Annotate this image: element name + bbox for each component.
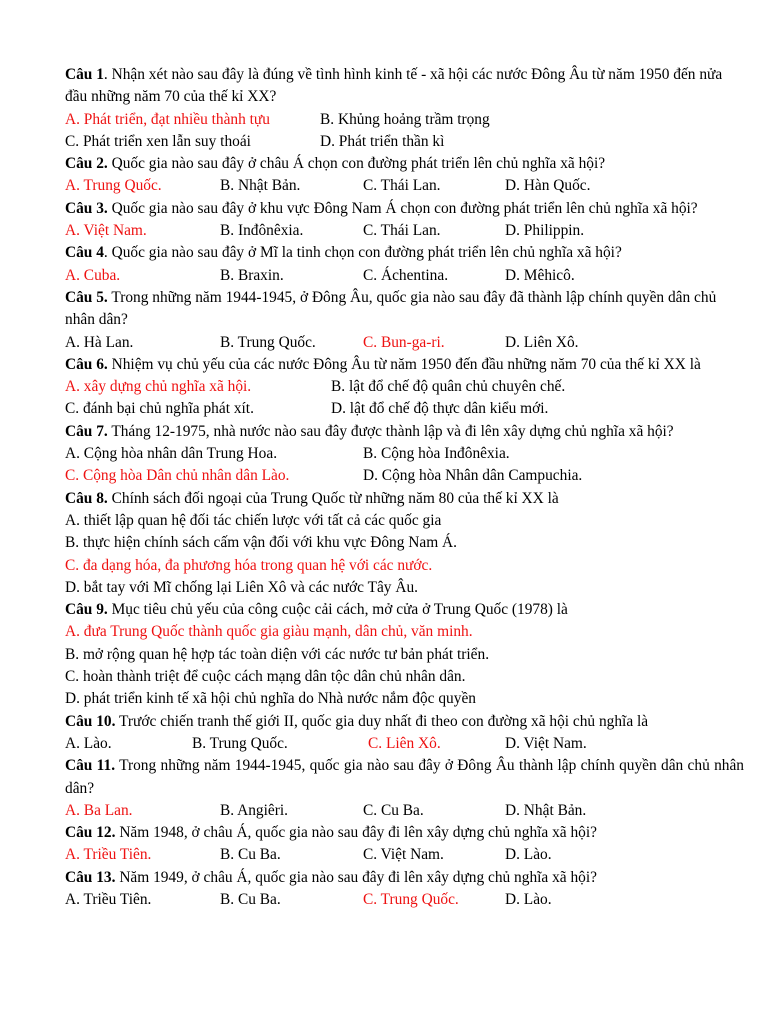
options-row xyxy=(65,175,744,197)
question-number: Câu 12. xyxy=(65,824,116,842)
options-row xyxy=(65,398,744,420)
option-4a: A. Cuba. xyxy=(65,266,121,284)
option-11d: D. Nhật Bản. xyxy=(505,801,587,819)
question-number: Câu 4 xyxy=(65,244,104,262)
option-13c: C. Trung Quốc. xyxy=(363,890,459,908)
question-11 xyxy=(65,755,744,800)
option-5a: A. Hà Lan. xyxy=(65,333,134,351)
question-5 xyxy=(65,287,744,332)
question-text: . Quốc gia nào sau đây ở Mĩ la tinh chọn con đường phát triển lên chủ nghĩa xã hội? xyxy=(103,244,622,262)
option-6a: A. xây dựng chủ nghĩa xã hội. xyxy=(65,378,252,396)
options-row xyxy=(65,733,744,755)
question-text: Mục tiêu chủ yếu của công cuộc cải cách, mở cửa ở Trung Quốc (1978) là xyxy=(107,601,568,619)
option-13d: D. Lào. xyxy=(505,890,552,908)
question-10 xyxy=(65,711,744,733)
option-9d: D. phát triển kinh tế xã hội chủ nghĩa do Nhà nước nắm độc quyền xyxy=(65,690,476,708)
option-1a: A. Phát triển, đạt nhiều thành tựu xyxy=(65,110,270,128)
option-2b: B. Nhật Bản. xyxy=(220,177,301,195)
option-2c: C. Thái Lan. xyxy=(363,177,441,195)
option-3c: C. Thái Lan. xyxy=(363,222,441,240)
option-6c: C. đánh bại chủ nghĩa phát xít. xyxy=(65,400,254,418)
options-row xyxy=(65,109,744,131)
option-9a: A. đưa Trung Quốc thành quốc gia giàu mạnh, dân chủ, văn minh. xyxy=(65,623,473,641)
option-8b: B. thực hiện chính sách cấm vận đối với khu vực Đông Nam Á. xyxy=(65,534,457,552)
question-text: Chính sách đối ngoại của Trung Quốc từ những năm 80 của thế kỉ XX là xyxy=(107,489,559,507)
options-row xyxy=(65,332,744,354)
option-2d: D. Hàn Quốc. xyxy=(505,177,591,195)
option-10c: C. Liên Xô. xyxy=(368,734,441,752)
option-10b: B. Trung Quốc. xyxy=(192,734,288,752)
options-row xyxy=(65,265,744,287)
option-12a: A. Triều Tiên. xyxy=(65,846,152,864)
question-12 xyxy=(65,822,744,844)
question-number: Câu 11. xyxy=(65,757,116,775)
question-4 xyxy=(65,242,744,264)
option-12d: D. Lào. xyxy=(505,846,552,864)
question-9 xyxy=(65,599,744,621)
question-number: Câu 5. xyxy=(65,288,108,306)
question-text: Năm 1948, ở châu Á, quốc gia nào sau đây đi lên xây dựng chủ nghĩa xã hội? xyxy=(115,824,597,842)
question-number: Câu 1 xyxy=(65,66,104,83)
question-text: Quốc gia nào sau đây ở khu vực Đông Nam Á chọn con đường phát triển lên chủ nghĩa xã hội? xyxy=(107,199,698,217)
question-number: Câu 8. xyxy=(65,489,108,507)
question-text: Nhiệm vụ chủ yếu của các nước Đông Âu từ năm 1950 đến đầu những năm 70 của thế kỉ XX là xyxy=(107,355,701,373)
question-7 xyxy=(65,421,744,443)
option-5c: C. Bun-ga-ri. xyxy=(363,333,445,351)
question-8 xyxy=(65,488,744,510)
options-row xyxy=(65,844,744,866)
option-10a: A. Lào. xyxy=(65,734,112,752)
option-5d: D. Liên Xô. xyxy=(505,333,579,351)
question-1 xyxy=(65,64,744,109)
options-row xyxy=(65,443,744,465)
option-13b: B. Cu Ba. xyxy=(220,890,281,908)
question-text: Năm 1949, ở châu Á, quốc gia nào sau đây đi lên xây dựng chủ nghĩa xã hội? xyxy=(115,868,597,886)
option-7d: D. Cộng hòa Nhân dân Campuchia. xyxy=(363,467,583,485)
question-number: Câu 2. xyxy=(65,155,108,173)
question-2 xyxy=(65,153,744,175)
options-row xyxy=(65,889,744,911)
option-8c: C. đa dạng hóa, đa phương hóa trong quan hệ với các nước. xyxy=(65,556,433,574)
question-13 xyxy=(65,867,744,889)
question-6 xyxy=(65,354,744,376)
option-4d: D. Mêhicô. xyxy=(505,266,575,284)
options-row xyxy=(65,800,744,822)
option-7c: C. Cộng hòa Dân chủ nhân dân Lào. xyxy=(65,467,290,485)
options-row xyxy=(65,376,744,398)
option-5b: B. Trung Quốc. xyxy=(220,333,316,351)
question-text: Trong những năm 1944-1945, quốc gia nào sau đây ở Đông Âu thành lập chính quyền dân chủ nhân dân? xyxy=(65,757,744,797)
option-1c: C. Phát triển xen lẫn suy thoái xyxy=(65,132,251,150)
option-6b: B. lật đổ chế độ quân chủ chuyên chế. xyxy=(331,378,566,396)
question-text: Quốc gia nào sau đây ở châu Á chọn con đường phát triển lên chủ nghĩa xã hội? xyxy=(107,155,606,173)
question-text: Tháng 12-1975, nhà nước nào sau đây được thành lập và đi lên xây dựng chủ nghĩa xã hội? xyxy=(107,422,674,440)
option-11b: B. Angiêri. xyxy=(220,801,288,819)
question-text: . Nhận xét nào sau đây là đúng về tình hình kinh tế - xã hội các nước Đông Âu từ năm 1950 đến nửa đầu những năm 70 của thế kỉ XX? xyxy=(65,66,723,106)
question-number: Câu 10. xyxy=(65,712,116,730)
option-6d: D. lật đổ chế độ thực dân kiểu mới. xyxy=(331,400,549,418)
option-3d: D. Philippin. xyxy=(505,222,585,240)
option-12c: C. Việt Nam. xyxy=(363,846,444,864)
option-8d: D. bắt tay với Mĩ chống lại Liên Xô và các nước Tây Âu. xyxy=(65,578,418,596)
option-3a: A. Việt Nam. xyxy=(65,222,147,240)
option-9b: B. mở rộng quan hệ hợp tác toàn diện với các nước tư bản phát triển. xyxy=(65,645,490,663)
options-row xyxy=(65,465,744,487)
option-8a: A. thiết lập quan hệ đối tác chiến lược với tất cả các quốc gia xyxy=(65,511,442,529)
option-4c: C. Áchentina. xyxy=(363,266,449,284)
question-number: Câu 9. xyxy=(65,601,108,619)
option-4b: B. Braxin. xyxy=(220,266,284,284)
option-10d: D. Việt Nam. xyxy=(505,734,587,752)
option-11a: A. Ba Lan. xyxy=(65,801,133,819)
question-number: Câu 6. xyxy=(65,355,108,373)
question-number: Câu 13. xyxy=(65,868,116,886)
question-number: Câu 7. xyxy=(65,422,108,440)
option-13a: A. Triều Tiên. xyxy=(65,890,152,908)
question-3 xyxy=(65,198,744,220)
question-text: Trước chiến tranh thế giới II, quốc gia duy nhất đi theo con đường xã hội chủ nghĩa là xyxy=(115,712,649,730)
option-11c: C. Cu Ba. xyxy=(363,801,424,819)
option-1b: B. Khủng hoảng trầm trọng xyxy=(320,110,490,128)
option-9c: C. hoàn thành triệt để cuộc cách mạng dân tộc dân chủ nhân dân. xyxy=(65,668,466,686)
option-7a: A. Cộng hòa nhân dân Trung Hoa. xyxy=(65,445,278,463)
option-1d: D. Phát triển thần kì xyxy=(320,132,445,150)
option-7b: B. Cộng hòa Inđônêxia. xyxy=(363,445,510,463)
question-text: Trong những năm 1944-1945, ở Đông Âu, quốc gia nào sau đây đã thành lập chính quyền dân chủ nhân dân? xyxy=(65,288,717,329)
option-3b: B. Inđônêxia. xyxy=(220,222,304,240)
options-row xyxy=(65,220,744,242)
option-2a: A. Trung Quốc. xyxy=(65,177,162,195)
option-12b: B. Cu Ba. xyxy=(220,846,281,864)
options-row xyxy=(65,131,744,153)
question-number: Câu 3. xyxy=(65,199,108,217)
